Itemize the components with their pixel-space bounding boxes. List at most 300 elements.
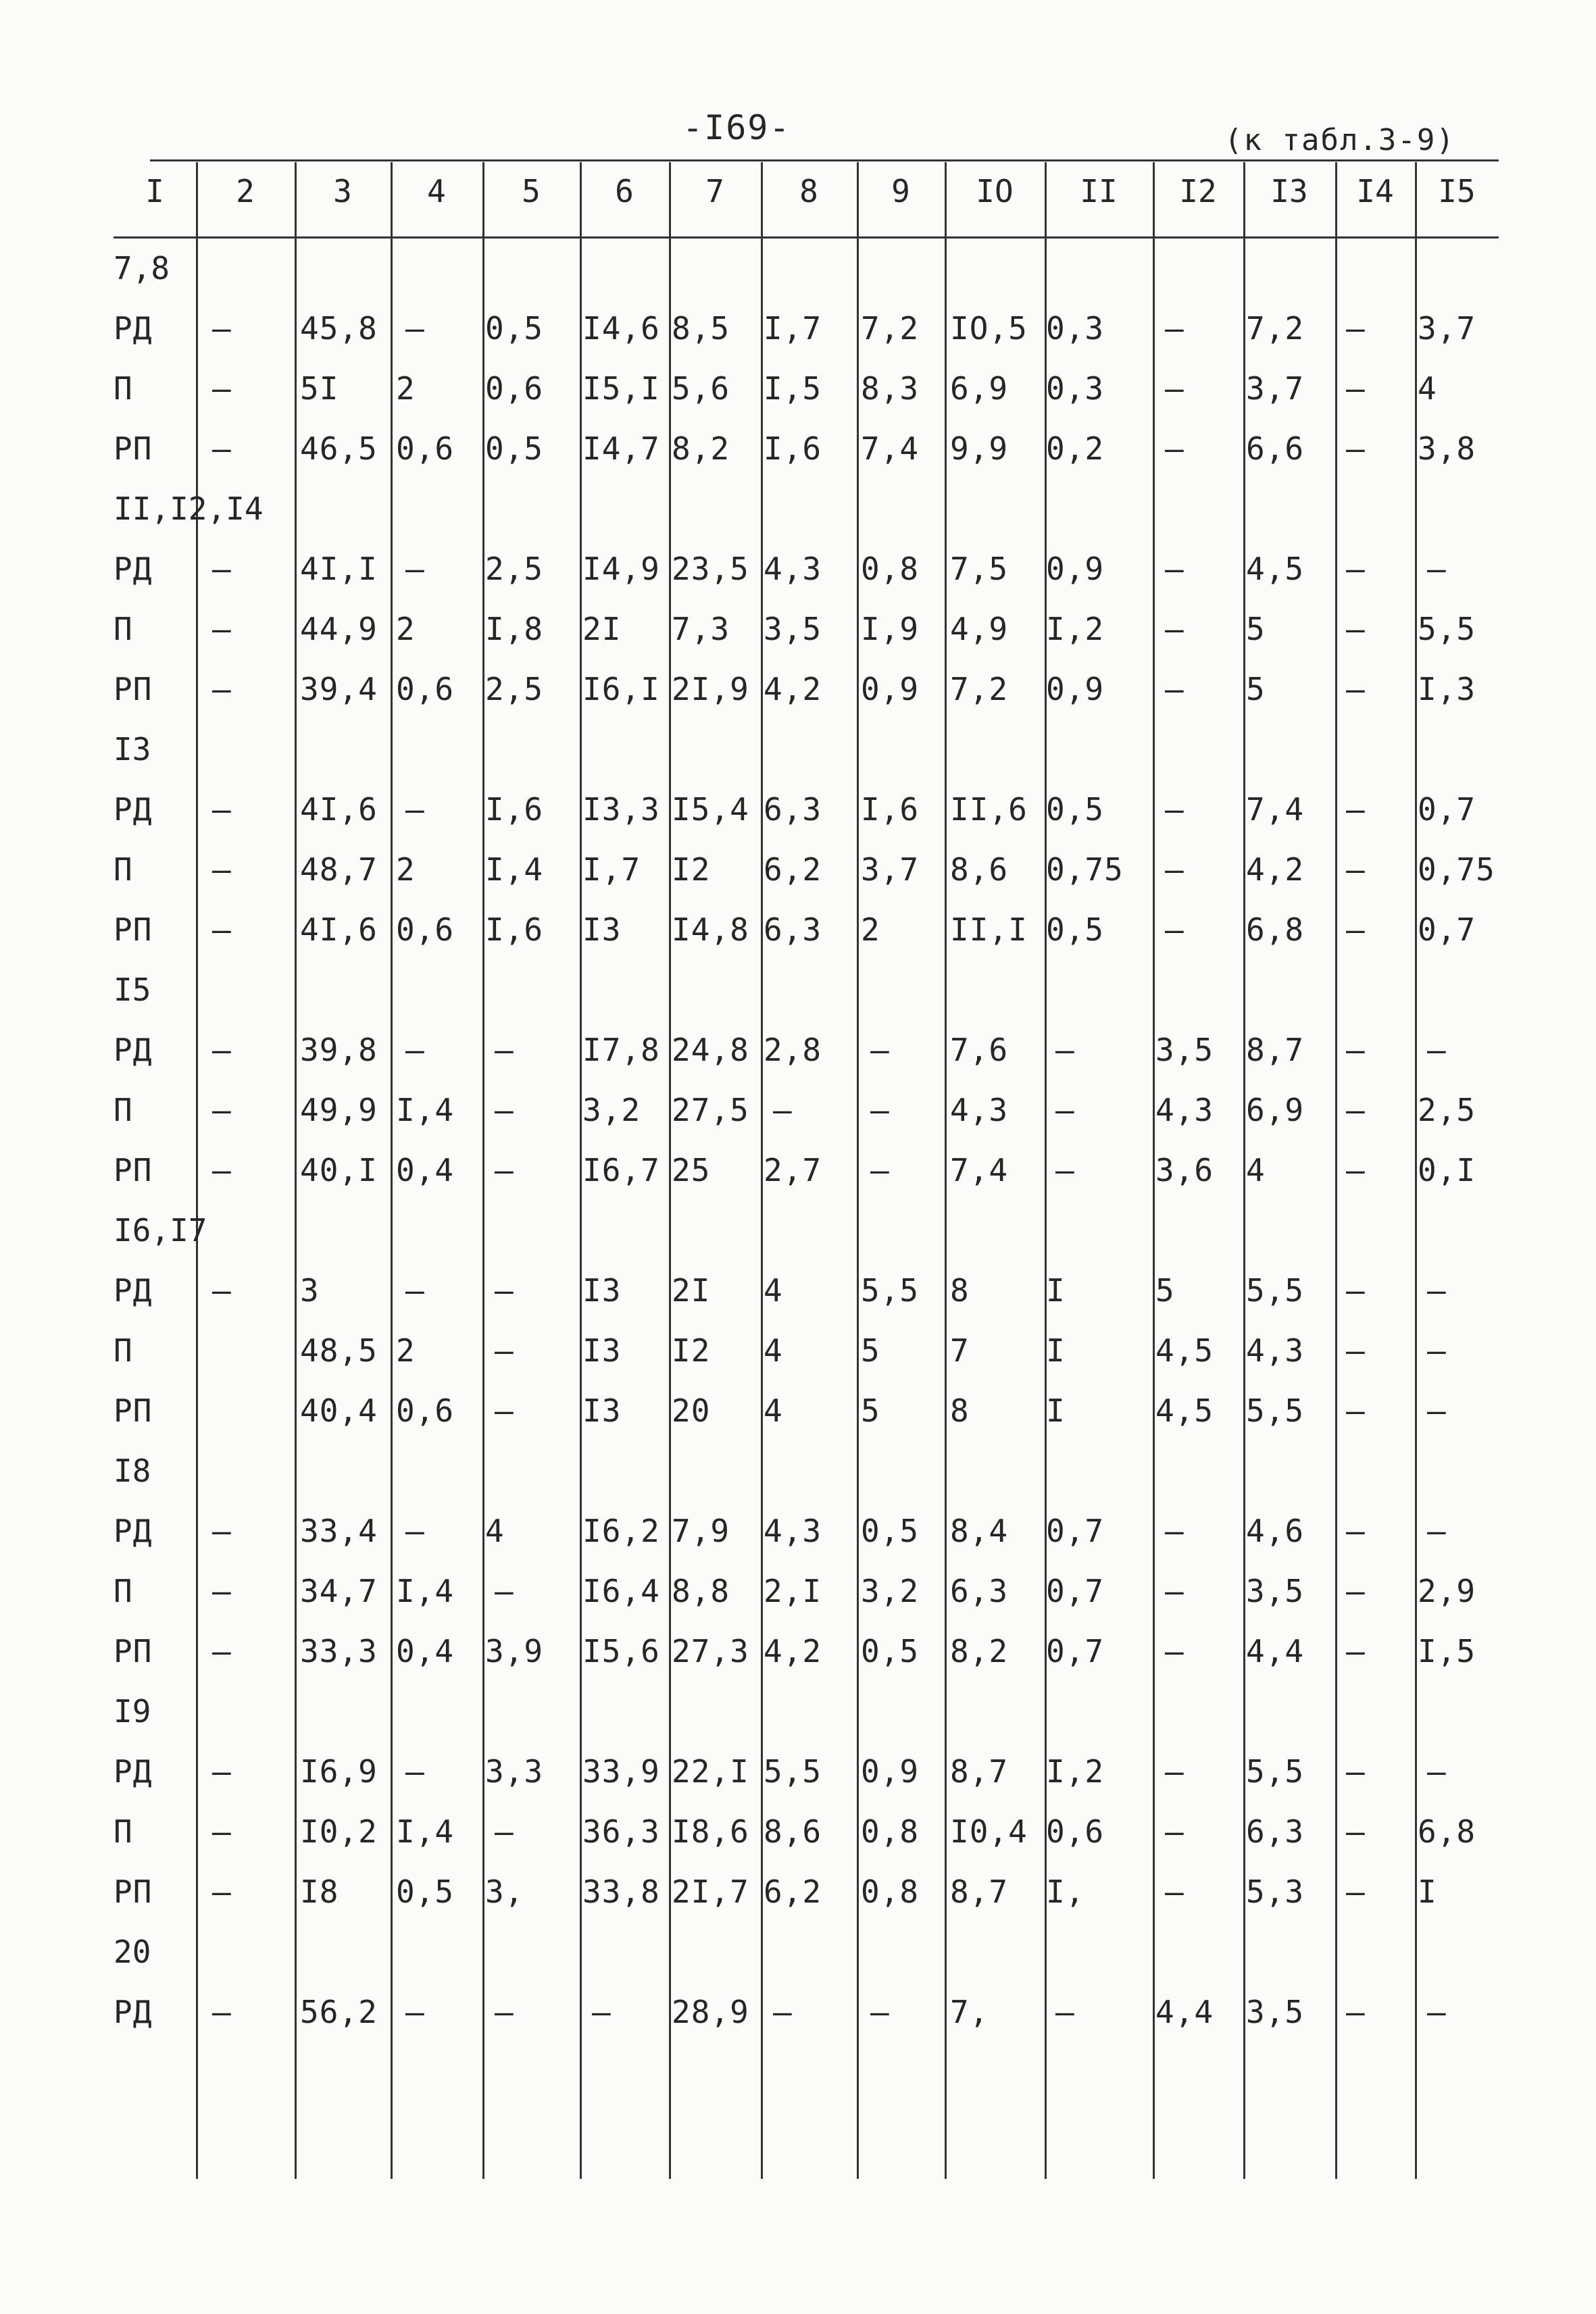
table-cell: I [1046, 1332, 1066, 1369]
table-cell: 28,9 [672, 1994, 749, 2030]
table-cell: – [1165, 671, 1184, 707]
table-cell: 7,3 [672, 611, 730, 647]
table-cell: 3,7 [1418, 310, 1476, 347]
table-cell: 0,75 [1418, 851, 1495, 888]
table-cell: I2 [672, 851, 711, 888]
table-cell: 33,3 [300, 1633, 378, 1669]
table-cell: 0,5 [1046, 791, 1105, 828]
table-cell: 8,7 [950, 1753, 1009, 1790]
table-cell: – [1427, 1392, 1447, 1429]
table-cell: 0,9 [1046, 671, 1105, 707]
table-cell: 7,4 [1246, 791, 1305, 828]
table-cell: – [495, 1994, 514, 2030]
table-cell: I,3 [1418, 671, 1476, 707]
table-cell: I4,6 [582, 310, 660, 347]
table-cell: 0,9 [861, 1753, 920, 1790]
table-cell: 2,5 [1418, 1092, 1476, 1128]
table-cell: 0,6 [1046, 1813, 1105, 1850]
column-header: 6 [615, 173, 634, 209]
table-cell: 2,I [764, 1573, 822, 1609]
table-cell: I [1418, 1873, 1437, 1910]
table-cell: – [1346, 1994, 1366, 2030]
column-rule [482, 162, 484, 2179]
table-cell: – [405, 791, 425, 828]
table-cell: I6,2 [582, 1513, 660, 1549]
table-cell: – [212, 671, 232, 707]
column-header: I3 [1270, 173, 1308, 209]
table-cell: I,5 [1418, 1633, 1476, 1669]
table-cell: 3,3 [485, 1753, 544, 1790]
table-cell: 5 [1155, 1272, 1175, 1309]
column-rule [196, 162, 198, 2179]
table-cell: – [1427, 1753, 1447, 1790]
table-cell: РП [114, 911, 153, 948]
table-cell: 44,9 [300, 611, 378, 647]
table-cell: 22,I [672, 1753, 749, 1790]
table-cell: IO,5 [950, 310, 1028, 347]
table-cell: 20 [672, 1392, 711, 1429]
table-cell: – [1165, 1753, 1184, 1790]
table-cell: I, [1046, 1873, 1085, 1910]
table-cell: 40,I [300, 1152, 378, 1188]
table-cell: 8,4 [950, 1513, 1009, 1549]
table-cell: – [1346, 911, 1366, 948]
table-cell: РД [114, 1272, 153, 1309]
table-cell: 3,5 [1155, 1032, 1214, 1068]
table-cell: 5,5 [764, 1753, 822, 1790]
table-cell: – [870, 1152, 890, 1188]
table-cell: 7, [950, 1994, 989, 2030]
table-cell: – [405, 1994, 425, 2030]
table-cell: 6,2 [764, 1873, 822, 1910]
table-cell: РП [114, 430, 153, 467]
table-cell: – [212, 1032, 232, 1068]
table-cell: – [212, 310, 232, 347]
table-cell: РП [114, 1873, 153, 1910]
column-header: IO [976, 173, 1014, 209]
table-cell: 8,6 [950, 851, 1009, 888]
table-cell: I6,I [582, 671, 660, 707]
table-cell: 5,3 [1246, 1873, 1305, 1910]
column-header: II [1080, 173, 1118, 209]
table-cell: – [212, 791, 232, 828]
table-cell: – [1346, 1092, 1366, 1128]
table-cell: 4I,6 [300, 791, 378, 828]
table-cell: 2,7 [764, 1152, 822, 1188]
table-cell: – [212, 370, 232, 407]
column-header: I2 [1179, 173, 1217, 209]
table-cell: РП [114, 671, 153, 707]
table-cell: 4,3 [1155, 1092, 1214, 1128]
table-cell: I3 [582, 911, 622, 948]
table-cell: 8,3 [861, 370, 920, 407]
table-cell: 7,2 [861, 310, 920, 347]
table-cell: 4,2 [764, 671, 822, 707]
table-cell: 8 [950, 1272, 970, 1309]
table-cell: 7 [950, 1332, 970, 1369]
table-cell: 2 [396, 370, 416, 407]
table-cell: П [114, 1813, 133, 1850]
table-cell: 7,6 [950, 1032, 1009, 1068]
table-cell: – [212, 430, 232, 467]
table-cell: I,2 [1046, 611, 1105, 647]
table-cell: 0,6 [396, 911, 455, 948]
table-cell: РД [114, 1994, 153, 2030]
table-cell: 7,5 [950, 551, 1009, 587]
table-cell: 49,9 [300, 1092, 378, 1128]
table-cell: 0,I [1418, 1152, 1476, 1188]
table-cell: I,2 [1046, 1753, 1105, 1790]
table-cell: 4I,6 [300, 911, 378, 948]
table-cell: – [495, 1152, 514, 1188]
table-cell: – [405, 551, 425, 587]
table-cell: 4,4 [1246, 1633, 1305, 1669]
table-cell: 4,3 [764, 1513, 822, 1549]
table-cell: I3 [582, 1272, 622, 1309]
table-cell: – [495, 1272, 514, 1309]
table-cell: I [1046, 1272, 1066, 1309]
table-cell: 4,3 [1246, 1332, 1305, 1369]
table-cell: 8,8 [672, 1573, 730, 1609]
table-cell: РП [114, 1392, 153, 1429]
table-cell: 4,5 [1155, 1392, 1214, 1429]
table-cell: 2,5 [485, 551, 544, 587]
table-cell: – [1165, 1573, 1184, 1609]
table-cell: 4,3 [764, 551, 822, 587]
table-cell: – [1165, 791, 1184, 828]
table-cell: II,6 [950, 791, 1028, 828]
table-cell: – [212, 1753, 232, 1790]
table-cell: 0,6 [396, 671, 455, 707]
table-cell: 4,2 [764, 1633, 822, 1669]
table-cell: 0,5 [861, 1633, 920, 1669]
table-cell: – [212, 1272, 232, 1309]
table-cell: – [1346, 1813, 1366, 1850]
table-cell: РД [114, 310, 153, 347]
column-rule [1335, 162, 1337, 2179]
column-rule [391, 162, 393, 2179]
table-cell: – [1346, 1753, 1366, 1790]
table-cell: – [495, 1032, 514, 1068]
table-cell: I3 [582, 1392, 622, 1429]
table-cell: – [1055, 1092, 1075, 1128]
table-cell: 2I [582, 611, 622, 647]
header-bottom-rule [114, 236, 1499, 238]
table-cell: 2,5 [485, 671, 544, 707]
table-cell: – [212, 1994, 232, 2030]
table-cell: I,9 [861, 611, 920, 647]
table-cell: 6,3 [1246, 1813, 1305, 1850]
table-cell: – [1165, 430, 1184, 467]
table-cell: I,6 [485, 791, 544, 828]
table-cell: – [212, 551, 232, 587]
table-cell: I,4 [396, 1573, 455, 1609]
table-cell: 7,4 [950, 1152, 1009, 1188]
table-cell: I6,7 [582, 1152, 660, 1188]
table-cell: I4,7 [582, 430, 660, 467]
table-cell: 0,8 [861, 551, 920, 587]
table-cell: – [495, 1092, 514, 1128]
table-cell: – [1427, 1513, 1447, 1549]
table-cell: РД [114, 1032, 153, 1068]
table-cell: I0,4 [950, 1813, 1028, 1850]
table-cell: – [1346, 1633, 1366, 1669]
table-cell: I5,6 [582, 1633, 660, 1669]
table-cell: 4 [1246, 1152, 1266, 1188]
table-cell: 0,4 [396, 1152, 455, 1188]
table-cell: I [1046, 1392, 1066, 1429]
table-cell: 4I,I [300, 551, 378, 587]
table-cell: 0,6 [396, 430, 455, 467]
column-rule [945, 162, 947, 2179]
table-cell: 8,7 [950, 1873, 1009, 1910]
table-cell: – [212, 1813, 232, 1850]
group-label: I6,I7 [114, 1212, 207, 1249]
table-cell: 3,2 [582, 1092, 641, 1128]
table-cell: I3,3 [582, 791, 660, 828]
table-cell: – [405, 310, 425, 347]
table-cell: 33,9 [582, 1753, 660, 1790]
table-cell: 6,8 [1418, 1813, 1476, 1850]
table-cell: 4 [1418, 370, 1437, 407]
table-cell: 45,8 [300, 310, 378, 347]
table-cell: 0,2 [1046, 430, 1105, 467]
table-cell: – [1165, 310, 1184, 347]
table-cell: 39,8 [300, 1032, 378, 1068]
column-rule [761, 162, 763, 2179]
table-cell: 3, [485, 1873, 524, 1910]
column-rule [1243, 162, 1245, 2179]
page-number: -I69- [682, 108, 791, 147]
table-cell: 2I,9 [672, 671, 749, 707]
table-cell: 7,4 [861, 430, 920, 467]
column-rule [1153, 162, 1155, 2179]
table-cell: 7,9 [672, 1513, 730, 1549]
table-cell: 0,8 [861, 1873, 920, 1910]
table-cell: I,6 [861, 791, 920, 828]
table-cell: 4,4 [1155, 1994, 1214, 2030]
header-top-rule [150, 159, 1499, 161]
table-cell: 4,5 [1246, 551, 1305, 587]
column-header: I4 [1356, 173, 1394, 209]
table-cell: – [1055, 1152, 1075, 1188]
table-cell: 5,6 [672, 370, 730, 407]
column-rule [857, 162, 859, 2179]
table-cell: 25 [672, 1152, 711, 1188]
table-cell: – [1346, 1873, 1366, 1910]
table-cell: I0,2 [300, 1813, 378, 1850]
table-cell: – [212, 1573, 232, 1609]
table-cell: 0,8 [861, 1813, 920, 1850]
table-cell: I,8 [485, 611, 544, 647]
table-cell: 0,3 [1046, 310, 1105, 347]
table-cell: 8 [950, 1392, 970, 1429]
column-header: 4 [427, 173, 446, 209]
table-cell: 5,5 [1418, 611, 1476, 647]
table-cell: 5,5 [1246, 1272, 1305, 1309]
table-cell: 9,9 [950, 430, 1009, 467]
table-cell: 24,8 [672, 1032, 749, 1068]
table-cell: – [592, 1994, 612, 2030]
table-cell: П [114, 1573, 133, 1609]
table-cell: 6,3 [950, 1573, 1009, 1609]
column-rule [295, 162, 297, 2179]
table-cell: 4 [764, 1272, 783, 1309]
table-cell: П [114, 370, 133, 407]
table-cell: – [1346, 791, 1366, 828]
table-cell: 2,9 [1418, 1573, 1476, 1609]
column-rule [669, 162, 671, 2179]
table-cell: 2 [396, 851, 416, 888]
table-cell: П [114, 611, 133, 647]
table-cell: I5,4 [672, 791, 749, 828]
table-cell: – [1165, 911, 1184, 948]
table-cell: – [212, 911, 232, 948]
table-cell: 0,7 [1418, 911, 1476, 948]
table-cell: 3,8 [1418, 430, 1476, 467]
table-cell: I,6 [485, 911, 544, 948]
table-cell: 0,5 [861, 1513, 920, 1549]
column-header: 5 [522, 173, 541, 209]
table-cell: РП [114, 1152, 153, 1188]
table-cell: – [1346, 671, 1366, 707]
table-cell: 5,5 [1246, 1392, 1305, 1429]
table-cell: 3,7 [861, 851, 920, 888]
table-cell: – [1165, 1813, 1184, 1850]
table-cell: I6,4 [582, 1573, 660, 1609]
group-label: II,I2,I4 [114, 491, 264, 527]
table-cell: 36,3 [582, 1813, 660, 1850]
table-cell: – [1346, 1152, 1366, 1188]
table-cell: I8,6 [672, 1813, 749, 1850]
table-cell: 8,6 [764, 1813, 822, 1850]
table-cell: – [1427, 551, 1447, 587]
table-cell: – [1165, 1513, 1184, 1549]
table-cell: I,7 [764, 310, 822, 347]
table-cell: 2 [396, 611, 416, 647]
table-cell: I7,8 [582, 1032, 660, 1068]
table-cell: 3,9 [485, 1633, 544, 1669]
table-cell: II,I [950, 911, 1028, 948]
table-cell: П [114, 851, 133, 888]
table-cell: 6,2 [764, 851, 822, 888]
table-cell: 34,7 [300, 1573, 378, 1609]
table-cell: I,7 [582, 851, 641, 888]
table-cell: – [1346, 611, 1366, 647]
table-cell: – [870, 1032, 890, 1068]
table-cell: 3,6 [1155, 1152, 1214, 1188]
column-header: 7 [705, 173, 724, 209]
table-cell: 5 [1246, 671, 1266, 707]
table-cell: 3,5 [764, 611, 822, 647]
table-cell: – [212, 611, 232, 647]
table-cell: 5I [300, 370, 339, 407]
table-cell: – [1055, 1994, 1075, 2030]
table-cell: – [1165, 1633, 1184, 1669]
column-header: 9 [891, 173, 910, 209]
table-cell: – [1346, 851, 1366, 888]
table-cell: 3,7 [1246, 370, 1305, 407]
table-cell: 0,4 [396, 1633, 455, 1669]
table-cell: 0,75 [1046, 851, 1124, 888]
table-cell: I4,8 [672, 911, 749, 948]
table-cell: 3 [300, 1272, 320, 1309]
table-cell: 5,5 [861, 1272, 920, 1309]
column-rule [1415, 162, 1417, 2179]
column-header: I [145, 173, 164, 209]
table-cell: 27,5 [672, 1092, 749, 1128]
table-cell: – [405, 1032, 425, 1068]
group-label: I3 [114, 731, 151, 768]
table-cell: I5,I [582, 370, 660, 407]
table-cell: I2 [672, 1332, 711, 1369]
table-cell: – [1346, 430, 1366, 467]
table-cell: 5 [861, 1392, 880, 1429]
table-cell: – [1346, 1272, 1366, 1309]
table-cell: – [1165, 611, 1184, 647]
table-cell: 3,5 [1246, 1573, 1305, 1609]
table-cell: РД [114, 551, 153, 587]
table-cell: – [1346, 1332, 1366, 1369]
table-cell: – [405, 1513, 425, 1549]
table-cell: – [1427, 1332, 1447, 1369]
table-cell: – [495, 1573, 514, 1609]
table-cell: – [1346, 1392, 1366, 1429]
table-reference: (к табл.3-9) [1224, 123, 1455, 157]
table-cell: – [1165, 851, 1184, 888]
table-cell: 33,4 [300, 1513, 378, 1549]
table-cell: 3,2 [861, 1573, 920, 1609]
table-cell: – [212, 1873, 232, 1910]
column-header: 8 [799, 173, 818, 209]
table-cell: – [1346, 1032, 1366, 1068]
table-cell: 6,3 [764, 791, 822, 828]
table-cell: РП [114, 1633, 153, 1669]
table-cell: 0,5 [396, 1873, 455, 1910]
table-cell: – [870, 1092, 890, 1128]
table-cell: – [1346, 1513, 1366, 1549]
table-cell: – [495, 1392, 514, 1429]
table-cell: 23,5 [672, 551, 749, 587]
table-cell: I4,9 [582, 551, 660, 587]
table-cell: 8,5 [672, 310, 730, 347]
table-cell: – [212, 1633, 232, 1669]
table-cell: I3 [582, 1332, 622, 1369]
table-cell: I,4 [396, 1813, 455, 1850]
table-cell: – [1346, 310, 1366, 347]
table-cell: 0,9 [1046, 551, 1105, 587]
table-cell: 4,9 [950, 611, 1009, 647]
table-cell: – [1165, 370, 1184, 407]
table-cell: 4 [764, 1392, 783, 1429]
table-cell: – [1346, 370, 1366, 407]
table-cell: 4,6 [1246, 1513, 1305, 1549]
table-cell: 4 [764, 1332, 783, 1369]
table-cell: 0,3 [1046, 370, 1105, 407]
table-cell: – [405, 1753, 425, 1790]
column-header: 3 [333, 173, 352, 209]
table-cell: 0,5 [1046, 911, 1105, 948]
table-cell: 0,7 [1046, 1513, 1105, 1549]
column-header: I5 [1438, 173, 1476, 209]
table-cell: 8,2 [672, 430, 730, 467]
table-cell: 27,3 [672, 1633, 749, 1669]
table-cell: 2I [672, 1272, 711, 1309]
table-cell: – [212, 851, 232, 888]
column-rule [580, 162, 582, 2179]
table-cell: РД [114, 1513, 153, 1549]
table-cell: – [1346, 1573, 1366, 1609]
